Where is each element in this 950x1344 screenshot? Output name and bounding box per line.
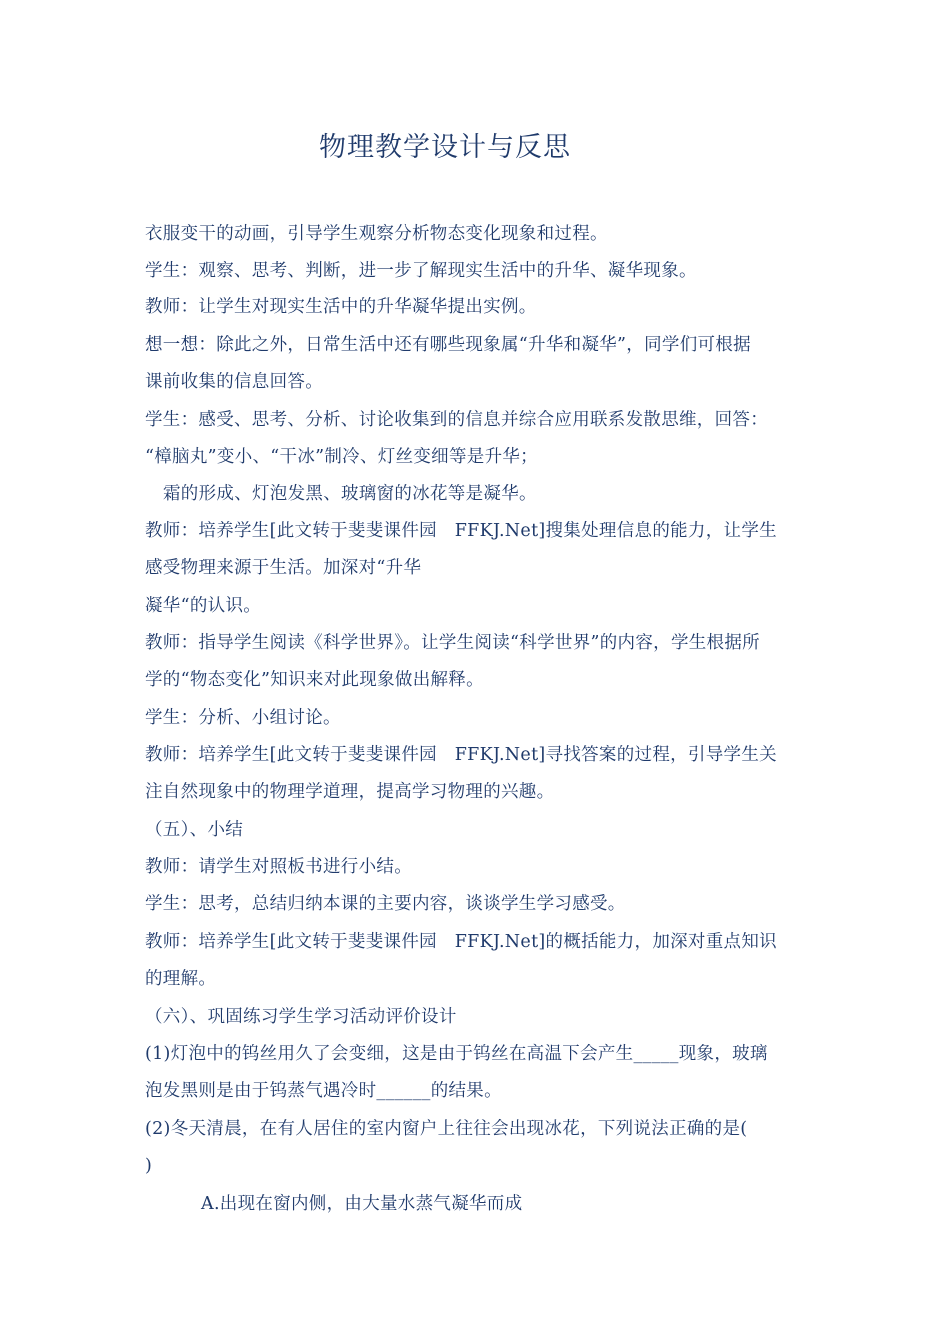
paragraph-line: 的理解。 [145,969,217,989]
section-heading: （六）、巩固练习学生学习活动评价设计 [145,1007,457,1027]
paragraph-line: 衣服变干的动画，引导学生观察分析物态变化现象和过程。 [145,224,608,244]
answer-option: A.出现在窗内侧，由大量水蒸气凝华而成 [201,1194,523,1214]
paragraph-line: 学生：观察、思考、判断，进一步了解现实生活中的升华、凝华现象。 [145,261,697,281]
paragraph-line: 教师：请学生对照板书进行小结。 [145,857,412,877]
paragraph-line: “樟脑丸”变小、“干冰”制冷、灯丝变细等是升华； [145,447,538,467]
paragraph-line: 教师：让学生对现实生活中的升华凝华提出实例。 [145,297,537,317]
paragraph-line: 学的“物态变化”知识来对此现象做出解释。 [145,670,484,690]
document-title: 物理教学设计与反思 [319,132,571,163]
paragraph-line: 教师：指导学生阅读《科学世界》。让学生阅读“科学世界”的内容，学生根据所 [145,633,760,653]
paragraph-line: 感受物理来源于生活。加深对“升华 [145,558,422,578]
paragraph-line: 想一想：除此之外，日常生活中还有哪些现象属“升华和凝华”，同学们可根据 [145,335,751,355]
paragraph-line: 注自然现象中的物理学道理，提高学习物理的兴趣。 [145,782,555,802]
exercise-line: (1)灯泡中的钨丝用久了会变细，这是由于钨丝在高温下会产生_____现象，玻璃 [145,1044,768,1064]
paragraph-line: 学生：分析、小组讨论。 [145,708,341,728]
paragraph-line: 霜的形成、灯泡发黑、玻璃窗的冰花等是凝华。 [163,484,537,504]
paragraph-line: 教师：培养学生[此文转于斐斐课件园 FFKJ.Net]的概括能力，加深对重点知识 [145,932,777,952]
paragraph-line: 教师：培养学生[此文转于斐斐课件园 FFKJ.Net]寻找答案的过程，引导学生关 [145,745,777,765]
exercise-line: ) [145,1156,153,1176]
exercise-line: 泡发黑则是由于钨蒸气遇冷时______的结果。 [145,1081,502,1101]
exercise-line: (2)冬天清晨，在有人居住的室内窗户上往往会出现冰花，下列说法正确的是( [145,1119,748,1139]
paragraph-line: 凝华“的认识。 [145,596,262,616]
paragraph-line: 学生：感受、思考、分析、讨论收集到的信息并综合应用联系发散思维，回答： [145,410,768,430]
paragraph-line: 教师：培养学生[此文转于斐斐课件园 FFKJ.Net]搜集处理信息的能力，让学生 [145,521,777,541]
paragraph-line: 学生：思考，总结归纳本课的主要内容，谈谈学生学习感受。 [145,894,626,914]
paragraph-line: 课前收集的信息回答。 [145,372,323,392]
section-heading: （五）、小结 [145,820,244,840]
